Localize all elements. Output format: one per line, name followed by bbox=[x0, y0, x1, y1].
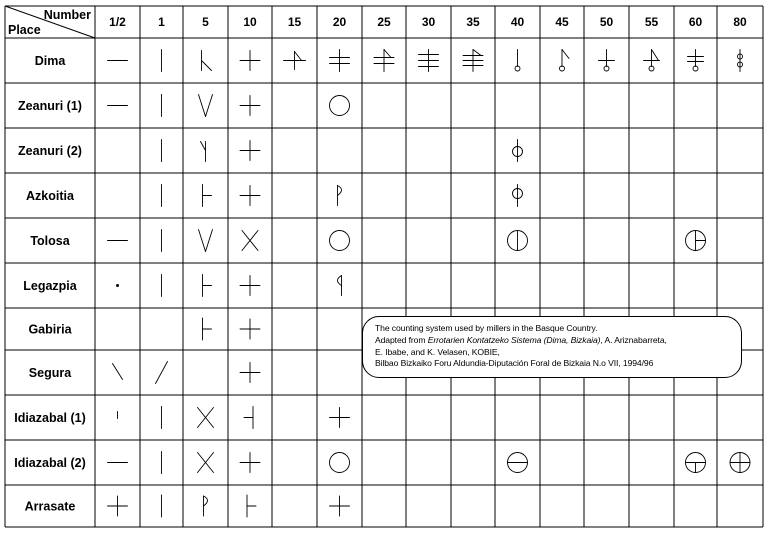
numeral-d50-glyph bbox=[599, 50, 615, 72]
numeral-t-right-glyph bbox=[203, 275, 212, 297]
numeral-d35-glyph bbox=[463, 50, 483, 72]
numeral-plus-glyph bbox=[240, 141, 260, 161]
note-line-4: Bilbao Bizkaiko Foru Aldundia-Diputación Foral de Bizkaia N.o VII, 1994/96 bbox=[375, 358, 654, 369]
column-header: 30 bbox=[421, 15, 436, 29]
column-header: 80 bbox=[733, 15, 747, 29]
numeral-plus-glyph bbox=[240, 96, 260, 116]
numeral-v-shape-glyph bbox=[199, 95, 213, 117]
numeral-d80-glyph bbox=[738, 50, 743, 72]
corner-number-label: Number bbox=[43, 8, 91, 22]
numeral-v5-dima-glyph bbox=[202, 51, 212, 71]
grid-lines bbox=[5, 6, 763, 527]
note-line-2-prefix: Adapted from bbox=[375, 334, 428, 345]
numeral-t-right-glyph bbox=[247, 495, 256, 517]
numeral-t-right-glyph bbox=[203, 185, 212, 207]
numeral-p-shape-glyph bbox=[204, 496, 208, 516]
numeral-d45-glyph bbox=[560, 50, 570, 72]
numeral-circle-plus-glyph bbox=[686, 231, 706, 251]
place-label: Gabiria bbox=[28, 322, 72, 337]
numeral-slash-glyph bbox=[156, 362, 168, 384]
numeral-d30-glyph bbox=[419, 50, 439, 72]
numeral-circle-glyph bbox=[330, 231, 350, 251]
numeral-d25-glyph bbox=[374, 50, 394, 72]
column-header: 50 bbox=[599, 15, 614, 29]
numeral-d15-glyph bbox=[284, 52, 306, 70]
column-header: 45 bbox=[555, 15, 569, 29]
column-header: 1 bbox=[158, 15, 165, 29]
numeral-circle-glyph bbox=[330, 96, 350, 116]
numeral-circle-glyph bbox=[330, 453, 350, 473]
numeral-d55-glyph bbox=[644, 50, 660, 72]
numeral-bar-circle-glyph bbox=[513, 140, 523, 162]
column-header: 15 bbox=[287, 15, 302, 29]
note-line-2 bbox=[375, 335, 731, 347]
numeral-circle-vbar-glyph bbox=[508, 231, 528, 251]
place-label: Tolosa bbox=[30, 234, 70, 248]
column-header: 35 bbox=[466, 15, 480, 29]
numeral-q-shape-glyph bbox=[338, 276, 342, 296]
numeral-plus-glyph bbox=[240, 319, 260, 339]
numeral-circle-cross-glyph bbox=[730, 453, 750, 473]
numeral-x-shape-glyph bbox=[242, 231, 258, 251]
column-header: 40 bbox=[510, 15, 525, 29]
numeral-x-shape-glyph bbox=[198, 453, 214, 473]
numeral-y-shape-glyph bbox=[201, 142, 206, 162]
place-label: Arrasate bbox=[24, 499, 76, 514]
numeral-v-shape-glyph bbox=[199, 230, 213, 252]
numeral-d40-glyph bbox=[515, 50, 520, 72]
corner-place-label: Place bbox=[8, 23, 41, 37]
source-note bbox=[362, 316, 742, 378]
note-line-3: E. Ibabe, and K. Velasen, KOBIE, bbox=[375, 346, 500, 357]
numeral-plus-glyph bbox=[240, 363, 260, 383]
numeral-x-shape-glyph bbox=[198, 408, 214, 428]
numeral-backslash-glyph bbox=[113, 364, 123, 380]
numeral-bar-circle-high-glyph bbox=[513, 185, 523, 207]
column-header: 55 bbox=[644, 15, 659, 29]
numeral-plus-glyph bbox=[108, 496, 128, 516]
numeral-plus-glyph bbox=[240, 276, 260, 296]
numeral-plus-glyph bbox=[330, 496, 350, 516]
column-header: 5 bbox=[202, 15, 209, 29]
place-label: Zeanuri (2) bbox=[18, 144, 82, 158]
numeral-plus-glyph bbox=[240, 453, 260, 473]
place-label: Zeanuri (1) bbox=[18, 99, 82, 113]
numeral-d20-glyph bbox=[330, 50, 350, 72]
note-line-1: The counting system used by millers in the Basque Country. bbox=[375, 323, 598, 333]
numeral-plus-glyph bbox=[240, 51, 260, 71]
place-label: Segura bbox=[28, 366, 72, 380]
column-header: 25 bbox=[377, 15, 391, 29]
numeral-t-right-glyph bbox=[203, 318, 212, 340]
numeral-d60-glyph bbox=[688, 50, 704, 72]
column-header: 1/2 bbox=[109, 15, 126, 29]
place-label: Idiazabal (2) bbox=[14, 456, 86, 470]
column-header: 60 bbox=[688, 15, 703, 29]
numeral-circle-t-glyph bbox=[686, 453, 706, 473]
place-label: Dima bbox=[34, 54, 66, 68]
column-header: 10 bbox=[243, 15, 257, 29]
numeral-dot-glyph bbox=[116, 284, 119, 287]
numeral-plus-glyph bbox=[330, 408, 350, 428]
note-source-title: Errotarien Kontatzeko Sistema (Dima, Bizkaia) bbox=[427, 334, 601, 345]
numeral-plus-glyph bbox=[240, 186, 260, 206]
numeral-t-left-glyph bbox=[244, 407, 253, 429]
numeral-p-shape-glyph bbox=[338, 186, 342, 206]
place-label: Legazpia bbox=[23, 279, 77, 293]
numeral-circle-hbar-glyph bbox=[508, 453, 528, 473]
place-label: Idiazabal (1) bbox=[14, 411, 86, 425]
place-label: Azkoitia bbox=[26, 189, 74, 203]
column-header: 20 bbox=[332, 15, 347, 29]
note-line-2-suffix: , A. Ariznabarreta, bbox=[600, 334, 667, 345]
